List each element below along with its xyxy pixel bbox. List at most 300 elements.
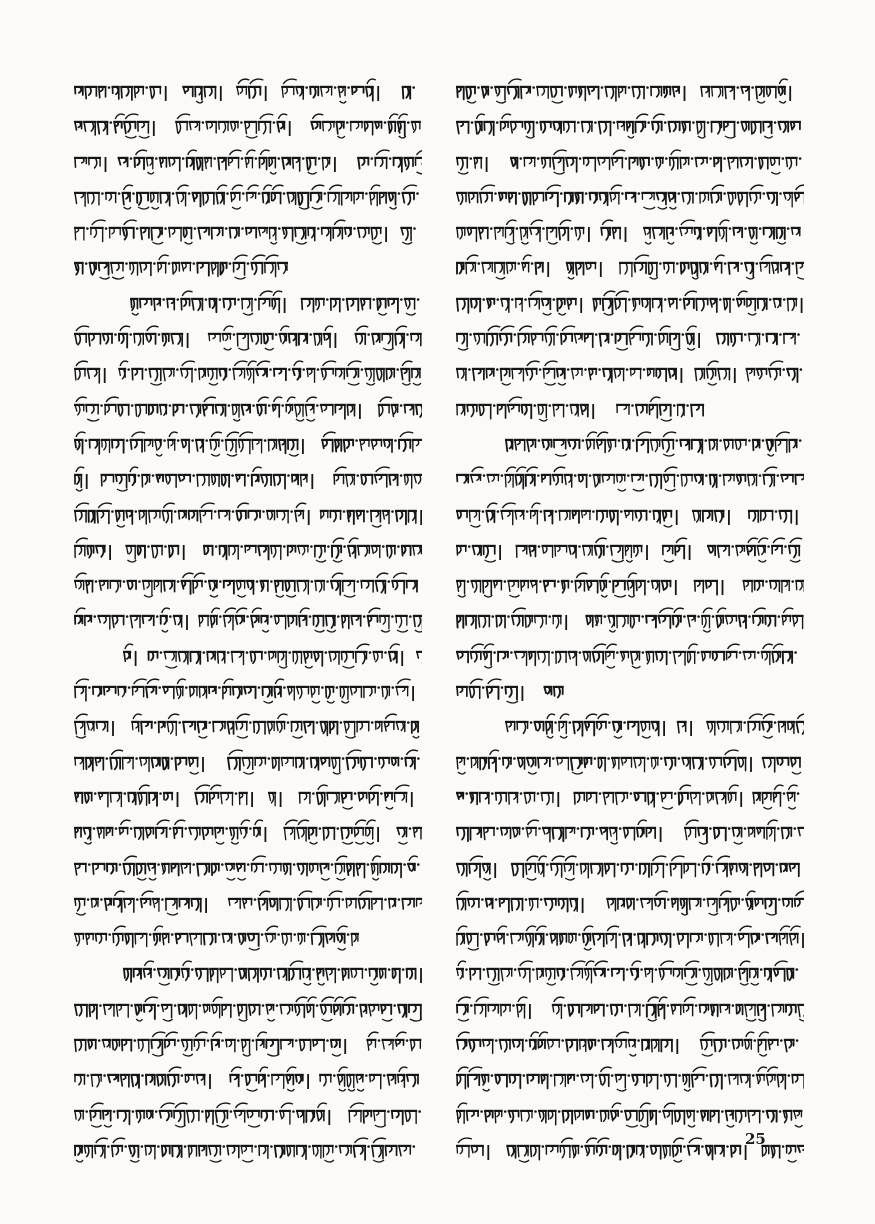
tsheg-mark	[384, 898, 387, 901]
tsheg-mark	[534, 1110, 537, 1113]
glyph	[668, 121, 681, 132]
tsheg-mark	[256, 580, 259, 583]
glyph	[544, 686, 553, 695]
glyph	[515, 298, 523, 311]
tsheg-mark	[135, 757, 138, 760]
glyph	[456, 192, 467, 205]
glyph	[766, 1067, 778, 1085]
glyph	[198, 368, 206, 380]
tsheg-mark	[482, 686, 485, 689]
tsheg-mark	[767, 545, 770, 548]
glyph	[312, 1145, 322, 1158]
glyph	[486, 968, 499, 985]
tsheg-mark	[241, 1075, 244, 1078]
glyph	[74, 573, 87, 589]
glyph	[109, 227, 122, 238]
glyph	[303, 651, 313, 668]
tsheg-mark	[208, 722, 211, 725]
glyph	[702, 509, 714, 521]
tsheg-mark	[164, 227, 167, 230]
glyph	[582, 926, 593, 950]
glyph	[240, 1145, 253, 1162]
shad-mark	[676, 1039, 678, 1054]
tsheg-mark	[392, 686, 395, 689]
glyph	[565, 1039, 578, 1051]
glyph	[183, 227, 193, 244]
tsheg-mark	[137, 474, 140, 477]
tsheg-mark	[734, 969, 737, 972]
glyph	[366, 1032, 378, 1050]
tsheg-mark	[318, 157, 321, 160]
glyph	[633, 756, 646, 771]
shad-mark	[359, 404, 361, 419]
tsheg-mark	[347, 933, 350, 936]
glyph	[508, 192, 517, 204]
glyph	[526, 756, 537, 773]
glyph	[486, 326, 500, 346]
glyph	[243, 686, 256, 698]
glyph	[268, 156, 276, 173]
glyph	[787, 785, 798, 809]
glyph	[135, 403, 148, 416]
tsheg-mark	[101, 192, 104, 195]
glyph	[137, 545, 146, 558]
glyph	[540, 121, 552, 133]
glyph	[122, 756, 134, 768]
glyph	[727, 156, 739, 168]
tibetan-line-glyphs	[72, 851, 422, 886]
glyph	[310, 185, 325, 209]
tsheg-mark	[407, 121, 410, 124]
glyph	[244, 545, 257, 553]
glyph	[197, 721, 208, 738]
glyph	[198, 1145, 208, 1156]
glyph	[184, 1074, 194, 1083]
glyph	[479, 185, 495, 203]
tsheg-mark	[482, 510, 485, 513]
tsheg-mark	[110, 121, 113, 124]
tsheg-mark	[494, 192, 497, 195]
tsheg-mark	[627, 474, 630, 477]
glyph	[313, 651, 323, 666]
tsheg-mark	[295, 1039, 298, 1042]
glyph	[514, 651, 528, 666]
tsheg-mark	[134, 1039, 137, 1042]
tsheg-mark	[378, 1039, 381, 1042]
glyph	[328, 651, 340, 665]
glyph	[142, 580, 153, 597]
glyph	[112, 926, 126, 945]
glyph	[159, 192, 170, 206]
tsheg-mark	[118, 192, 121, 195]
tsheg-mark	[507, 616, 510, 619]
glyph	[416, 898, 422, 910]
tsheg-mark	[205, 439, 208, 442]
glyph	[540, 1074, 548, 1089]
glyph	[385, 368, 395, 380]
tsheg-mark	[719, 439, 722, 442]
glyph	[221, 474, 231, 487]
glyph	[541, 298, 552, 315]
tsheg-mark	[740, 263, 743, 266]
tsheg-mark	[177, 439, 180, 442]
glyph	[297, 891, 312, 910]
glyph	[360, 298, 372, 310]
glyph	[684, 820, 699, 840]
tsheg-mark	[578, 933, 581, 936]
tsheg-mark	[469, 333, 472, 336]
shad-mark	[109, 545, 111, 560]
glyph	[110, 262, 124, 279]
tsheg-mark	[734, 933, 737, 936]
glyph	[640, 721, 651, 738]
glyph	[616, 474, 626, 491]
glyph	[94, 1138, 108, 1158]
glyph	[233, 1103, 247, 1122]
glyph	[499, 898, 510, 912]
tsheg-mark	[382, 545, 385, 548]
glyph	[456, 298, 469, 313]
glyph	[232, 686, 243, 698]
glyph	[630, 368, 642, 379]
glyph	[321, 432, 335, 452]
tsheg-mark	[88, 686, 91, 689]
glyph	[574, 333, 584, 343]
glyph	[584, 1138, 597, 1155]
glyph	[764, 615, 776, 626]
glyph	[282, 862, 291, 874]
glyph	[504, 467, 516, 487]
tsheg-mark	[336, 686, 339, 689]
tsheg-mark	[776, 863, 779, 866]
tsheg-mark	[686, 404, 689, 407]
tsheg-mark	[235, 792, 238, 795]
tsheg-mark	[292, 1110, 295, 1113]
glyph	[779, 862, 788, 871]
glyph	[735, 1004, 743, 1015]
glyph	[773, 298, 782, 308]
glyph	[551, 827, 564, 841]
glyph	[545, 968, 556, 985]
glyph	[83, 827, 92, 844]
glyph	[340, 827, 353, 844]
glyph	[196, 862, 210, 875]
tsheg-mark	[723, 192, 726, 195]
glyph	[157, 256, 169, 274]
tsheg-mark	[779, 1110, 782, 1113]
tsheg-mark	[763, 192, 766, 195]
glyph	[394, 785, 410, 802]
glyph	[694, 474, 704, 485]
glyph	[787, 721, 795, 734]
glyph	[172, 262, 181, 274]
tsheg-mark	[522, 827, 525, 830]
glyph	[246, 185, 259, 201]
glyph	[189, 121, 201, 131]
tsheg-mark	[628, 298, 631, 301]
tsheg-mark	[585, 192, 588, 195]
glyph	[740, 86, 750, 100]
glyph	[780, 474, 794, 482]
glyph	[167, 1067, 182, 1086]
tsheg-mark	[683, 616, 686, 619]
tsheg-mark	[132, 1110, 135, 1113]
glyph	[694, 368, 705, 381]
glyph	[131, 368, 143, 380]
tsheg-mark	[145, 369, 148, 372]
glyph	[541, 156, 552, 167]
glyph	[710, 1004, 719, 1016]
shad-mark	[796, 510, 798, 525]
glyph	[778, 121, 790, 132]
glyph	[593, 1004, 605, 1016]
tsheg-mark	[394, 439, 397, 442]
text-line	[72, 180, 422, 215]
tibetan-line-glyphs	[454, 74, 804, 109]
glyph	[343, 439, 354, 452]
glyph	[385, 1145, 398, 1156]
tsheg-mark	[796, 969, 799, 972]
glyph	[386, 545, 396, 558]
glyph	[298, 333, 308, 345]
tsheg-mark	[309, 616, 312, 619]
tsheg-mark	[698, 863, 701, 866]
glyph	[609, 827, 618, 844]
shad-mark	[750, 757, 752, 772]
glyph	[693, 227, 701, 240]
glyph	[680, 474, 693, 486]
text-line	[454, 568, 804, 603]
glyph	[710, 185, 724, 203]
glyph	[690, 403, 704, 416]
tsheg-mark	[310, 545, 313, 548]
shad-mark	[205, 898, 207, 913]
tsheg-mark	[707, 121, 710, 124]
tsheg-mark	[769, 298, 772, 301]
glyph	[266, 509, 275, 519]
glyph	[150, 227, 163, 244]
tsheg-mark	[697, 616, 700, 619]
glyph	[644, 968, 653, 982]
glyph	[84, 615, 92, 626]
glyph	[475, 114, 485, 134]
tsheg-mark	[703, 227, 706, 230]
tsheg-mark	[343, 545, 346, 548]
glyph	[482, 862, 491, 879]
tsheg-mark	[281, 404, 284, 407]
shad-mark	[335, 333, 337, 348]
tsheg-mark	[744, 333, 747, 336]
tsheg-mark	[156, 616, 159, 619]
glyph	[375, 573, 389, 593]
glyph	[415, 150, 423, 174]
tsheg-mark	[737, 121, 740, 124]
glyph	[288, 962, 303, 981]
tsheg-mark	[579, 157, 582, 160]
glyph	[736, 291, 747, 306]
glyph	[695, 298, 708, 311]
glyph	[534, 721, 545, 731]
glyph	[247, 933, 260, 950]
glyph	[236, 503, 249, 520]
glyph	[479, 756, 487, 769]
glyph	[123, 856, 137, 875]
glyph	[500, 298, 510, 312]
tsheg-mark	[85, 439, 88, 442]
tsheg-mark	[88, 863, 91, 866]
tsheg-mark	[135, 510, 138, 513]
glyph	[641, 192, 655, 209]
glyph	[772, 785, 783, 806]
glyph	[639, 156, 650, 168]
glyph	[750, 933, 760, 944]
glyph	[562, 1109, 573, 1123]
glyph	[231, 651, 245, 665]
tsheg-mark	[536, 121, 539, 124]
tsheg-mark	[324, 192, 327, 195]
tsheg-mark	[765, 580, 768, 583]
tsheg-mark	[613, 121, 616, 124]
glyph	[605, 644, 617, 668]
text-line	[454, 639, 804, 674]
glyph	[375, 368, 385, 382]
tsheg-mark	[158, 686, 161, 689]
tsheg-mark	[723, 157, 726, 160]
tsheg-mark	[149, 933, 152, 936]
glyph	[330, 573, 343, 595]
tsheg-mark	[157, 863, 160, 866]
glyph	[99, 580, 109, 590]
glyph	[663, 467, 678, 491]
glyph	[568, 86, 577, 97]
glyph	[508, 1109, 520, 1122]
tsheg-mark	[85, 263, 88, 266]
tsheg-mark	[338, 969, 341, 972]
glyph	[339, 1145, 352, 1155]
glyph	[411, 368, 421, 385]
glyph	[357, 227, 370, 238]
glyph	[500, 114, 511, 130]
glyph	[690, 262, 698, 279]
glyph	[594, 538, 607, 558]
text-line	[454, 851, 804, 886]
tsheg-mark	[86, 227, 89, 230]
tsheg-mark	[791, 580, 794, 583]
glyph	[528, 545, 536, 557]
glyph	[178, 898, 190, 908]
tsheg-mark	[569, 722, 572, 725]
shad-mark	[676, 510, 678, 525]
glyph	[725, 615, 738, 624]
tsheg-mark	[241, 227, 244, 230]
tsheg-mark	[265, 863, 268, 866]
glyph	[743, 651, 756, 660]
glyph	[246, 361, 257, 383]
glyph	[580, 862, 590, 877]
glyph	[581, 509, 592, 519]
glyph	[606, 898, 616, 911]
glyph	[466, 933, 479, 950]
glyph	[570, 756, 583, 773]
glyph	[383, 439, 393, 452]
glyph	[363, 1109, 373, 1122]
glyph	[212, 721, 226, 732]
tsheg-mark	[514, 969, 517, 972]
tsheg-mark	[538, 439, 541, 442]
tsheg-mark	[127, 369, 130, 372]
glyph	[770, 1145, 780, 1158]
glyph	[543, 361, 558, 385]
tsheg-mark	[709, 157, 712, 160]
glyph	[297, 862, 308, 875]
tsheg-mark	[546, 863, 549, 866]
tsheg-mark	[576, 863, 579, 866]
glyph	[236, 79, 249, 95]
glyph	[211, 997, 223, 1018]
tsheg-mark	[504, 580, 507, 583]
tsheg-mark	[501, 474, 504, 477]
glyph	[669, 856, 684, 878]
glyph	[497, 651, 509, 662]
tsheg-mark	[741, 898, 744, 901]
glyph	[596, 714, 609, 729]
glyph	[320, 997, 335, 1021]
tsheg-mark	[743, 722, 746, 725]
glyph	[118, 156, 129, 166]
tsheg-mark	[288, 651, 291, 654]
glyph	[74, 714, 88, 738]
glyph	[335, 856, 348, 880]
glyph	[282, 227, 294, 241]
glyph	[465, 256, 478, 275]
tsheg-mark	[641, 616, 644, 619]
tsheg-mark	[759, 227, 762, 230]
glyph	[687, 615, 696, 627]
tsheg-mark	[470, 157, 473, 160]
glyph	[497, 403, 507, 417]
glyph	[571, 368, 583, 379]
tsheg-mark	[618, 933, 621, 936]
tsheg-mark	[417, 298, 420, 301]
text-line	[72, 674, 422, 709]
glyph	[526, 1074, 540, 1083]
glyph	[676, 933, 689, 948]
glyph	[173, 1103, 187, 1127]
glyph	[543, 509, 553, 523]
glyph	[229, 227, 240, 238]
glyph	[258, 1067, 268, 1087]
tibetan-line-glyphs	[72, 674, 422, 709]
glyph	[544, 898, 557, 910]
glyph	[710, 1074, 723, 1089]
glyph	[374, 121, 382, 129]
tibetan-line-glyphs	[72, 568, 422, 603]
tibetan-line-glyphs	[72, 321, 422, 356]
text-line	[454, 145, 804, 180]
glyph	[332, 220, 345, 239]
glyph	[161, 933, 169, 945]
glyph	[162, 686, 175, 699]
tsheg-mark	[731, 545, 734, 548]
tsheg-mark	[124, 1145, 127, 1148]
glyph	[552, 403, 564, 416]
glyph	[229, 827, 239, 844]
glyph	[194, 86, 203, 103]
glyph	[379, 192, 387, 204]
glyph	[124, 933, 134, 947]
tsheg-mark	[168, 263, 171, 266]
glyph	[724, 86, 735, 99]
